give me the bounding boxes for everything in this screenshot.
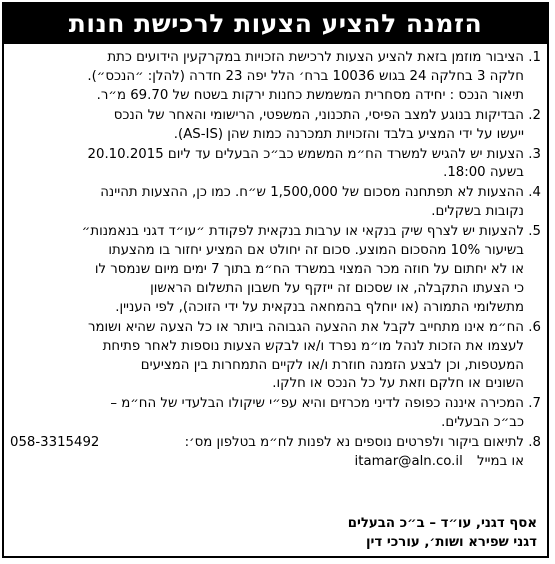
clause-4 <box>10 184 541 222</box>
clause-number: 2. <box>528 107 541 123</box>
email-label: או במייל <box>477 454 524 470</box>
clause-6 <box>10 319 541 395</box>
clause-text: הצעות יש להגיש למשרד הח״מ המשמש כב״כ הבעלים עד ליום 20.10.2015 בשעה 18:00. <box>87 146 524 181</box>
notice-title: הזמנה להציע הצעות לרכישת חנות <box>4 4 547 44</box>
signature-block <box>14 514 537 552</box>
clause-1 <box>10 49 541 106</box>
clause-number: 8. <box>528 435 541 451</box>
signature-firm: דגני שפירא ושות׳, עורכי דין <box>365 535 537 550</box>
clause-number: 4. <box>528 185 541 201</box>
contact-phone[interactable]: 058-3315492 <box>10 435 100 451</box>
contact-instructions: לתיאום ביקור ולפרטים נוספים נא לפנות לח״מ בטלפון מס׳: <box>184 435 524 451</box>
clause-text: הציבור מוזמן בזאת להציע הצעות לרכישת הזכויות במקרקעין הידועים כתת חלקה 3 בחלקה 24 בגוש 10036 ברח׳ הלל יפה 23 חדרה (להלן: ״הנכס״). תיאור הנכס : יחידה מסחרית המשמשת כחנות ירקות בשטח של 69.70 מ״ר. <box>87 50 524 103</box>
clause-number: 6. <box>528 319 541 335</box>
clause-5 <box>10 223 541 318</box>
clause-8-contact <box>10 434 541 472</box>
signature-name: אסף דגני, עו״ד – ב״כ הבעלים <box>347 516 537 531</box>
contact-email-link[interactable]: itamar@aln.co.il <box>354 454 463 470</box>
clause-number: 3. <box>528 146 541 162</box>
clause-text: המכירה איננה כפופה לדיני מכרזים והיא עפ״י שיקולו הבלעדי של הח״מ – כב״כ הבעלים. <box>110 396 524 431</box>
clause-text: הח״מ אינו מתחייב לקבל את ההצעה הגבוהה ביותר או כל הצעה שהיא ושומר לעצמו את הזכות לנהל מו״מ נפרד ו/או לבקש הצעות נוספות לאחר פתיחת המעטפות, וכן לבצע הזמנה חוזרת ו/או לקיים התמחרות בין המציעים השונים או חלקם וזאת על כל הנכס או חלקו. <box>88 319 524 392</box>
clause-3 <box>10 146 541 184</box>
clause-2 <box>10 107 541 145</box>
legal-notice <box>2 2 549 558</box>
clause-list <box>4 44 547 472</box>
clause-7 <box>10 395 541 433</box>
clause-text: הבדיקות בנוגע למצב הפיסי, התכנוני, המשפטי, הרישומי והאחר של הנכס ייעשו על ידי המציע בלבד והזכויות תמכרנה כמות שהן (AS-IS). <box>113 107 524 142</box>
clause-number: 5. <box>528 224 541 240</box>
clause-text: להצעות יש לצרף שיק בנקאי או ערבות בנקאית לפקודת ״עו״ד דגני בנאמנות״ בשיעור 10% מהסכום המוצע. סכום זה יחולט אם המציע יחזור בו מהצעתו או לא יחתום על חוזה מכר המצוי במשרד הח״מ בתוך 7 ימים מיום שנמסר לו כי הצעתו התקבלה, או שסכום זה ייזקף על חשבון התשלום הראשון מתשלומי התמורה (או יוחלף בהמחאה בנקאית על ידי הזוכה), לפי העניין. <box>81 224 524 315</box>
clause-number: 1. <box>528 50 541 65</box>
clause-number: 7. <box>528 396 541 412</box>
clause-text: ההצעות לא תפתחנה מסכום של 1,500,000 ש״ח. כמו כן, ההצעות תהיינה נקובות בשקלים. <box>100 185 524 220</box>
